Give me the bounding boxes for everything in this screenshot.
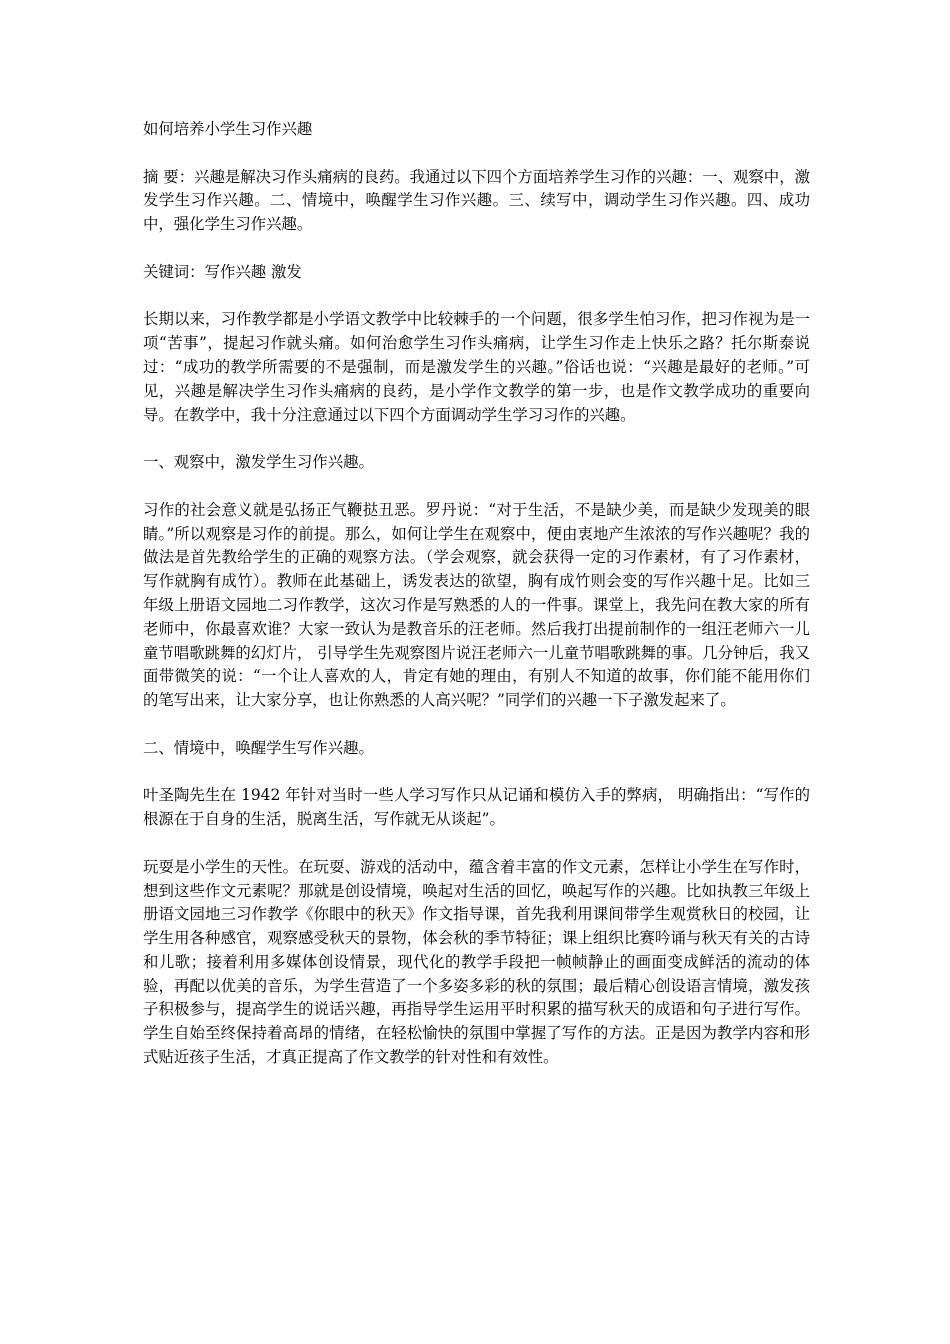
section2-quote: 叶圣陶先生在 1942 年针对当时一些人学习写作只从记诵和模仿入手的弊病， 明确指出：“写作的根源在于自身的生活，脱离生活，写作就无从谈起”。 [143,786,810,829]
document-page [143,118,810,1094]
section2-body: 玩耍是小学生的天性。在玩耍、游戏的活动中，蕴含着丰富的作文元素，怎样让小学生在写作时，想到这些作文元素呢？那就是创设情境，唤起对生活的回忆，唤起写作的兴趣。比如执教三年级上册语文园地三习作教学《你眼中的秋天》作文指导课，首先我利用课间带学生观赏秋日的校园，让学生用各种感官，观察感受秋天的景物，体会秋的季节特征；课上组织比赛吟诵与秋天有关的古诗和儿歌；接着利用多媒体创设情景，现代化的教学手段把一帧帧静止的画面变成鲜活的流动的体验，再配以优美的音乐，为学生营造了一个多姿多彩的秋的氛围；最后精心创设语言情境，激发孩子积极参与，提高学生的说话兴趣，再指导学生运用平时积累的描写秋天的成语和句子进行写作。学生自始至终保持着高昂的情绪，在轻松愉快的氛围中掌握了写作的方法。正是因为教学内容和形式贴近孩子生活，才真正提高了作文教学的针对性和有效性。 [143,857,810,1067]
keywords-line: 关键词：写作兴趣 激发 [143,262,302,281]
section1-heading: 一、观察中，激发学生习作兴趣。 [143,453,374,472]
document-title: 如何培养小学生习作兴趣 [143,120,313,138]
abstract-paragraph: 摘 要：兴趣是解决习作头痛病的良药。我通过以下四个方面培养学生习作的兴趣：一、观察中，激发学生习作兴趣。二、情境中，唤醒学生习作兴趣。三、续写中，调动学生习作兴趣。四、成功中，强化学生习作兴趣。 [143,167,810,234]
section1-body: 习作的社会意义就是弘扬正气鞭挞丑恶。罗丹说：“对于生活，不是缺少美，而是缺少发现美的眼睛。”所以观察是习作的前提。那么，如何让学生在观察中，便由衷地产生浓浓的写作兴趣呢？我的做法是首先教给学生的正确的观察方法。（学会观察，就会获得一定的习作素材，有了习作素材，写作就胸有成竹）。教师在此基础上，诱发表达的欲望，胸有成竹则会变的写作兴趣十足。比如三年级上册语文园地二习作教学，这次习作是写熟悉的人的一件事。课堂上，我先问在教大家的所有老师中，你最喜欢谁？大家一致认为是教音乐的汪老师。然后我打出提前制作的一组汪老师六一儿童节唱歌跳舞的幻灯片， 引导学生先观察图片说汪老师六一儿童节唱歌跳舞的事。几分钟后，我又面带微笑的说：“一个让人喜欢的人，肯定有她的理由，有别人不知道的故事，你们能不能用你们的笔写出来，让大家分享，也让你熟悉的人高兴呢？”同学们的兴趣一下子激发起来了。 [143,500,810,710]
section2-heading: 二、情境中，唤醒学生写作兴趣。 [143,738,374,757]
intro-paragraph: 长期以来，习作教学都是小学语文教学中比较棘手的一个问题，很多学生怕习作，把习作视为是一项“苦事”，提起习作就头痛。如何治愈学生习作头痛病，让学生习作走上快乐之路？托尔斯泰说过：“成功的教学所需要的不是强制，而是激发学生的兴趣。”俗话也说：“兴趣是最好的老师。”可见，兴趣是解决学生习作头痛病的良药，是小学作文教学的第一步，也是作文教学成功的重要向导。在教学中，我十分注意通过以下四个方面调动学生学习习作的兴趣。 [143,310,810,424]
